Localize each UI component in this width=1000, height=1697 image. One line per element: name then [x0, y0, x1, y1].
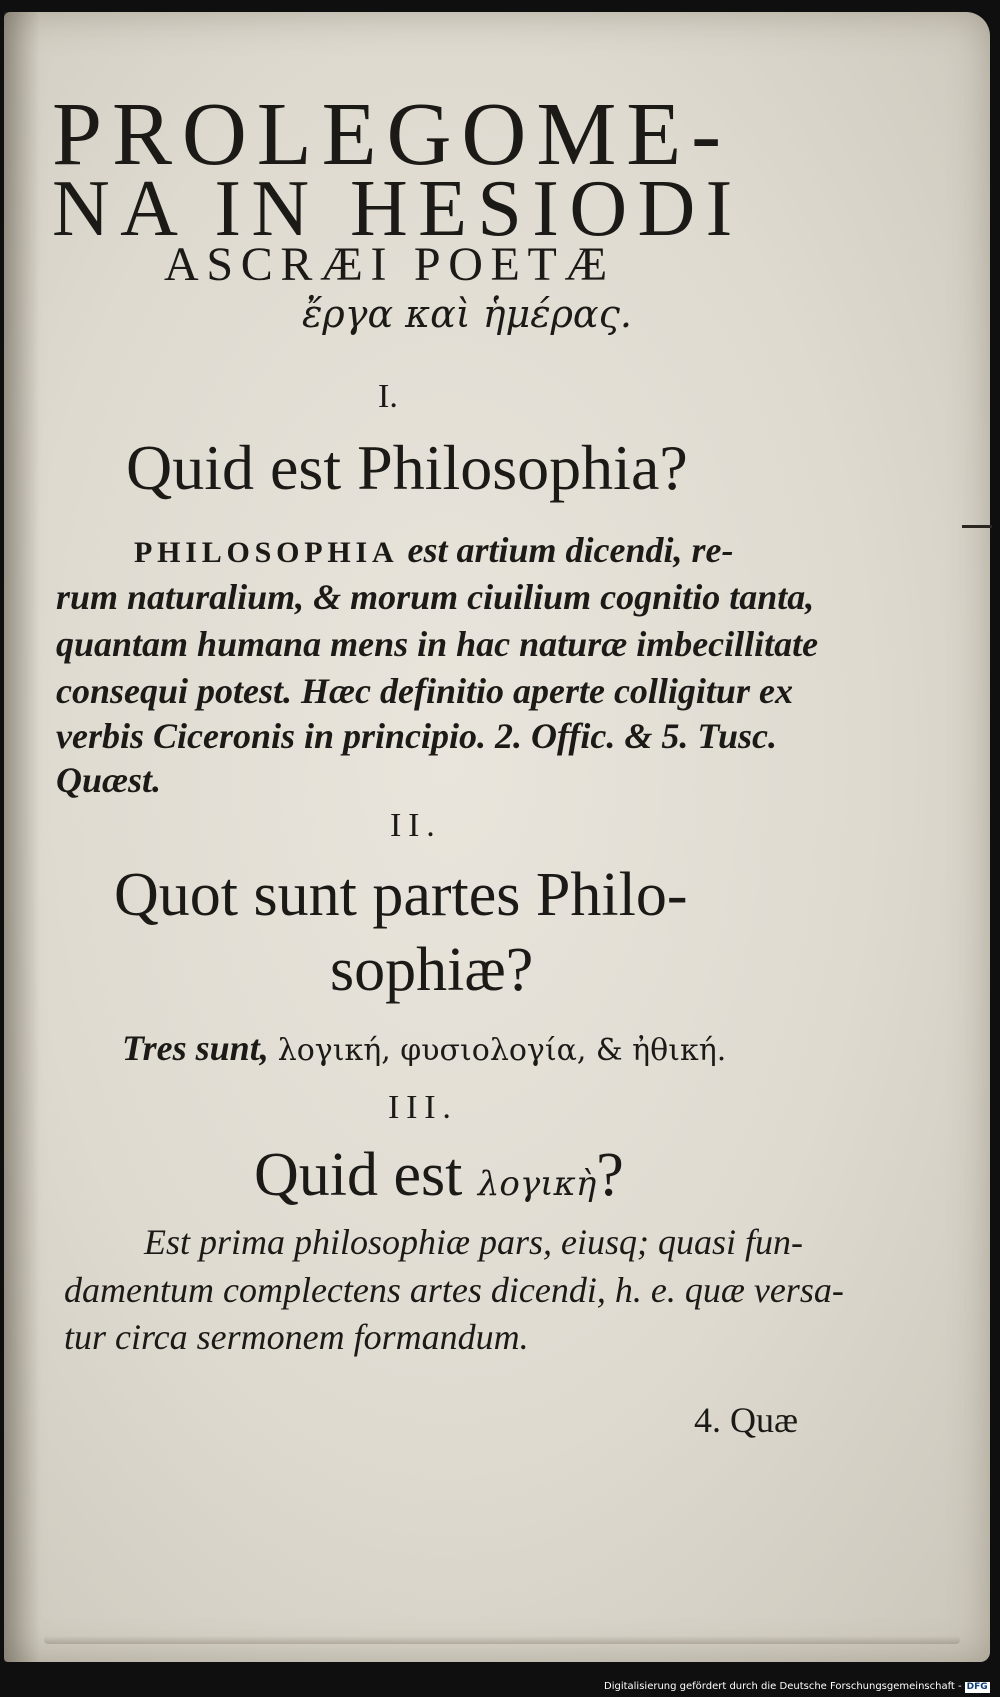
section-3-question-mark: ? [596, 1141, 624, 1209]
section-3-text-line-2: damentum complectens artes dicendi, h. e. quæ versa- [64, 1270, 844, 1310]
section-3-question [254, 1141, 624, 1209]
section-1-number: I. [378, 378, 398, 415]
section-2-answer-latin: Tres sunt, [122, 1028, 278, 1068]
section-2-question-line-2: sophiæ? [330, 936, 534, 1004]
section-3-question-latin: Quid est [254, 1141, 478, 1209]
section-1-lead-caps: PHILOSOPHIA [134, 536, 399, 569]
footer-text: Digitalisierung gefördert durch die Deutsche Forschungsgemeinschaft - [604, 1681, 962, 1692]
section-1-text-line-2: rum naturalium, & morum ciuilium cognitio tanta, [56, 577, 815, 617]
section-2-question-line-1: Quot sunt partes Philo- [114, 861, 688, 929]
digitization-footer [604, 1680, 996, 1694]
catchword: 4. Quæ [694, 1400, 799, 1440]
dfg-logo-icon: DFG [966, 1681, 988, 1692]
section-3-question-greek: λογικὴ [477, 1164, 597, 1204]
section-1-text-line-6: Quæst. [56, 760, 162, 800]
margin-mark [962, 525, 992, 528]
section-2-answer-greek: λογική, φυσιολογία, & ἠθική. [277, 1033, 727, 1068]
section-1-text-line-1 [134, 532, 734, 568]
title-line-2: NA IN HESIODI [52, 165, 743, 253]
section-3-text-line-1: Est prima philosophiæ pars, eiusq; quasi fun- [144, 1222, 804, 1262]
title-line-3: ASCRÆI POETÆ [164, 238, 615, 291]
section-3-text-line-3: tur circa sermonem formandum. [64, 1317, 529, 1357]
title-greek-line: ἔργα καὶ ἡμέρας. [302, 292, 632, 336]
title-line-1: PROLEGOME- [52, 85, 731, 184]
section-1-lead-rest: est artium dicendi, re- [398, 530, 734, 570]
section-1-question: Quid est Philosophia? [126, 432, 688, 503]
section-1-text-line-3: quantam humana mens in hac naturæ imbecillitate [56, 624, 819, 664]
section-3-number: III. [388, 1089, 458, 1126]
section-2-number: II. [390, 807, 442, 844]
book-page [4, 12, 990, 1662]
section-1-text-line-5: verbis Ciceronis in principio. 2. Offic. & 5. Tusc. [56, 716, 778, 756]
section-2-answer [122, 1030, 726, 1066]
section-1-text-line-4: consequi potest. Hæc definitio aperte colligitur ex [56, 671, 793, 711]
